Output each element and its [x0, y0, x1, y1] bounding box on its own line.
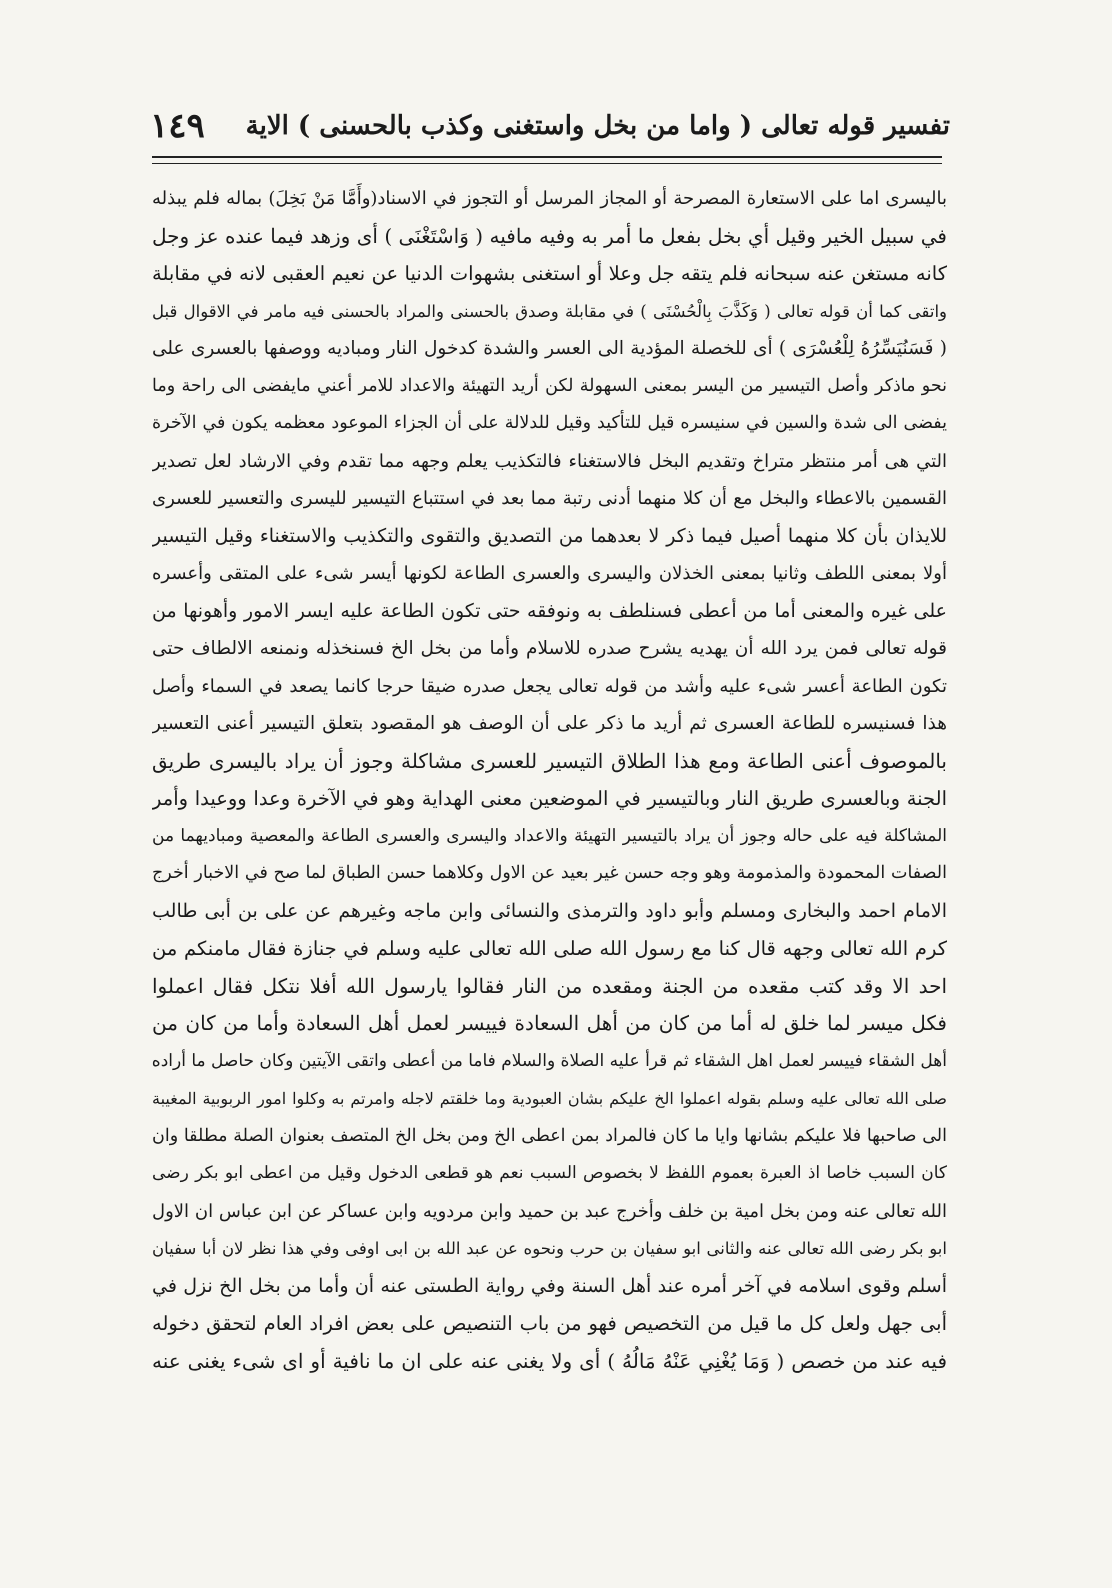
- text-line: الى صاحبها فلا عليكم بشانها وايا ما كان فالمراد بمن اعطى الخ ومن بخل الخ المتصف بعنوان الصلة مطلقا وان: [152, 1125, 947, 1146]
- text-line: أهل الشقاء فييسر لعمل اهل الشقاء ثم قرأ عليه الصلاة والسلام فاما من أعطى واتقى الآيتين وكان حاصل ما أراده: [152, 1050, 947, 1071]
- text-line: أبى جهل ولعل كل ما قيل من التخصيص فهو من باب التنصيص على بعض افراد العام لتحقق دخوله: [152, 1312, 947, 1335]
- page-header: [150, 100, 950, 152]
- text-line: الامام احمد والبخارى ومسلم وأبو داود والترمذى والنسائى وابن ماجه وغيرهم عن على بن أبى طالب: [152, 899, 947, 922]
- text-line: فيه عند من خصص ( وَمَا يُغْنِي عَنْهُ مَالُهُ ) أى ولا يغنى عنه على ان ما نافية أو اى شىء يغنى عنه: [152, 1348, 947, 1373]
- text-line: للايذان بأن كلا منهما أصيل فيما ذكر لا بعدهما من التصديق والتقوى والتكذيب والاستغناء وقيل التيسير: [152, 524, 947, 547]
- text-line: التي هى أمر منتظر متراخ وتقديم البخل فالاستغناء فالتكذيب يعلم وجهه مما تقدم وفي الارشاد لعل تصدير: [152, 450, 947, 472]
- running-title: تفسير قوله تعالى ( واما من بخل واستغنى وكذب بالحسنى ) الاية: [245, 111, 950, 141]
- text-line: كان السبب خاصا اذ العبرة بعموم اللفظ لا بخصوص السبب نعم هو قطعى الدخول وقيل من اعطى ابو بكر رضى: [152, 1163, 947, 1183]
- text-line: باليسرى اما على الاستعارة المصرحة أو المجاز المرسل أو التجوز في الاسناد(وأَمَّا مَنْ بَخِلَ) بماله فلم يبذله: [152, 188, 947, 209]
- text-line: تكون الطاعة أعسر شىء عليه وأشد من قوله تعالى يجعل صدره ضيقا حرجا كانما يصعد في السماء وأصل: [152, 675, 947, 697]
- header-rule-thick: [152, 156, 942, 158]
- page-number: ١٤٩: [150, 106, 205, 146]
- text-line: ابو بكر رضى الله تعالى عنه والثانى ابو سفيان بن حرب ونحوه عن عبد الله بن ابى اوفى وفي هذا نظر لان أبا سفيان: [152, 1239, 947, 1258]
- text-line: صلى الله تعالى عليه وسلم بقوله اعملوا الخ عليكم بشان العبودية وما خلقتم لاجله وامرتم به وكلوا امور الربوبية المغيبة: [152, 1089, 947, 1108]
- text-line: يفضى الى شدة والسين في سنيسره قيل للتأكيد وقيل للدلالة على أن الجزاء الموعود معظمه يكون في الآخرة: [152, 413, 947, 433]
- text-line: على غيره والمعنى أما من أعطى فسنلطف به ونوفقه حتى تكون الطاعة عليه ايسر الامور وأهونها من: [152, 599, 947, 622]
- text-line: كرم الله تعالى وجهه قال كنا مع رسول الله صلى الله تعالى عليه وسلم في جنازة فقال مامنكم من: [152, 937, 947, 960]
- text-line: في سبيل الخير وقيل أي بخل بفعل ما أمر به وفيه مافيه ( وَاسْتَغْنَى ) أى وزهد فيما عنده عز وجل: [152, 223, 947, 248]
- header-rule-thin: [152, 163, 942, 164]
- text-line: الجنة وبالعسرى طريق النار وبالتيسير في الموضعين معنى الهداية وهو في الآخرة وعدا ووعيدا وأمر: [152, 787, 947, 810]
- text-line: ( فَسَنُيَسِّرُهُ لِلْعُسْرَى ) أى للخصلة المؤدية الى العسر والشدة كدخول النار ومباديه ووصفها بالعسرى على: [152, 338, 947, 359]
- text-line: هذا فسنيسره للطاعة العسرى ثم أريد ما ذكر على أن الوصف هو المقصود بتعلق التيسير أعنى التعسير: [152, 713, 947, 734]
- text-line: المشاكلة فيه على حاله وجوز أن يراد بالتيسير التهيئة والاعداد واليسرى والعسرى الطاعة والمعصية ومباديهما من: [152, 825, 947, 846]
- text-line: القسمين بالاعطاء والبخل مع أن كلا منهما أدنى رتبة مما بعد في استتباع التيسير لليسرى والتعسير للعسرى: [152, 488, 947, 509]
- text-line: فكل ميسر لما خلق له أما من كان من أهل السعادة فييسر لعمل أهل السعادة وأما من كان من: [152, 1011, 947, 1035]
- text-line: كانه مستغن عنه سبحانه فلم يتقه جل وعلا أو استغنى بشهوات الدنيا عن نعيم العقبى لانه في مقابلة: [152, 262, 947, 285]
- text-line: بالموصوف أعنى الطاعة ومع هذا الطلاق التيسير للعسرى مشاكلة وجوز أن يراد باليسرى طريق: [152, 748, 947, 773]
- text-line: أسلم وقوى اسلامه في آخر أمره عند أهل السنة وفي رواية الطستى عنه أن وأما من بخل الخ نزل في: [152, 1274, 947, 1297]
- text-line: الصفات المحمودة والمذمومة وهو وجه حسن غير بعيد عن الاول وكلاهما حسن الطباق لما صح في الاخبار أخرج: [152, 863, 947, 883]
- text-line: احد الا وقد كتب مقعده من الجنة ومقعده من النار فقالوا يارسول الله أفلا نتكل فقال اعملوا: [152, 973, 947, 998]
- text-line: الله تعالى عنه ومن بخل امية بن خلف وأخرج عبد بن حميد وابن مردويه وابن عساكر عن ابن عباس ان الاول: [152, 1200, 947, 1222]
- text-line: قوله تعالى فمن يرد الله أن يهديه يشرح صدره للاسلام وأما من بخل الخ فسنخذله ونمنعه الالطاف حتى: [152, 638, 947, 659]
- text-line: نحو ماذكر وأصل التيسير من اليسر بمعنى السهولة لكن أريد التهيئة والاعداد للامر أعني مايفضى الى راحة وما: [152, 375, 947, 396]
- text-line: واتقى كما أن قوله تعالى ( وَكَذَّبَ بِالْحُسْنَى ) في مقابلة وصدق بالحسنى والمراد بالحسنى فيه مامر في الاقوال قبل: [152, 301, 947, 321]
- text-line: أولا بمعنى اللطف وثانيا بمعنى الخذلان واليسرى والعسرى الطاعة لكونها أيسر شىء على المتقى وأعسره: [152, 563, 947, 584]
- body-text: [152, 180, 947, 1380]
